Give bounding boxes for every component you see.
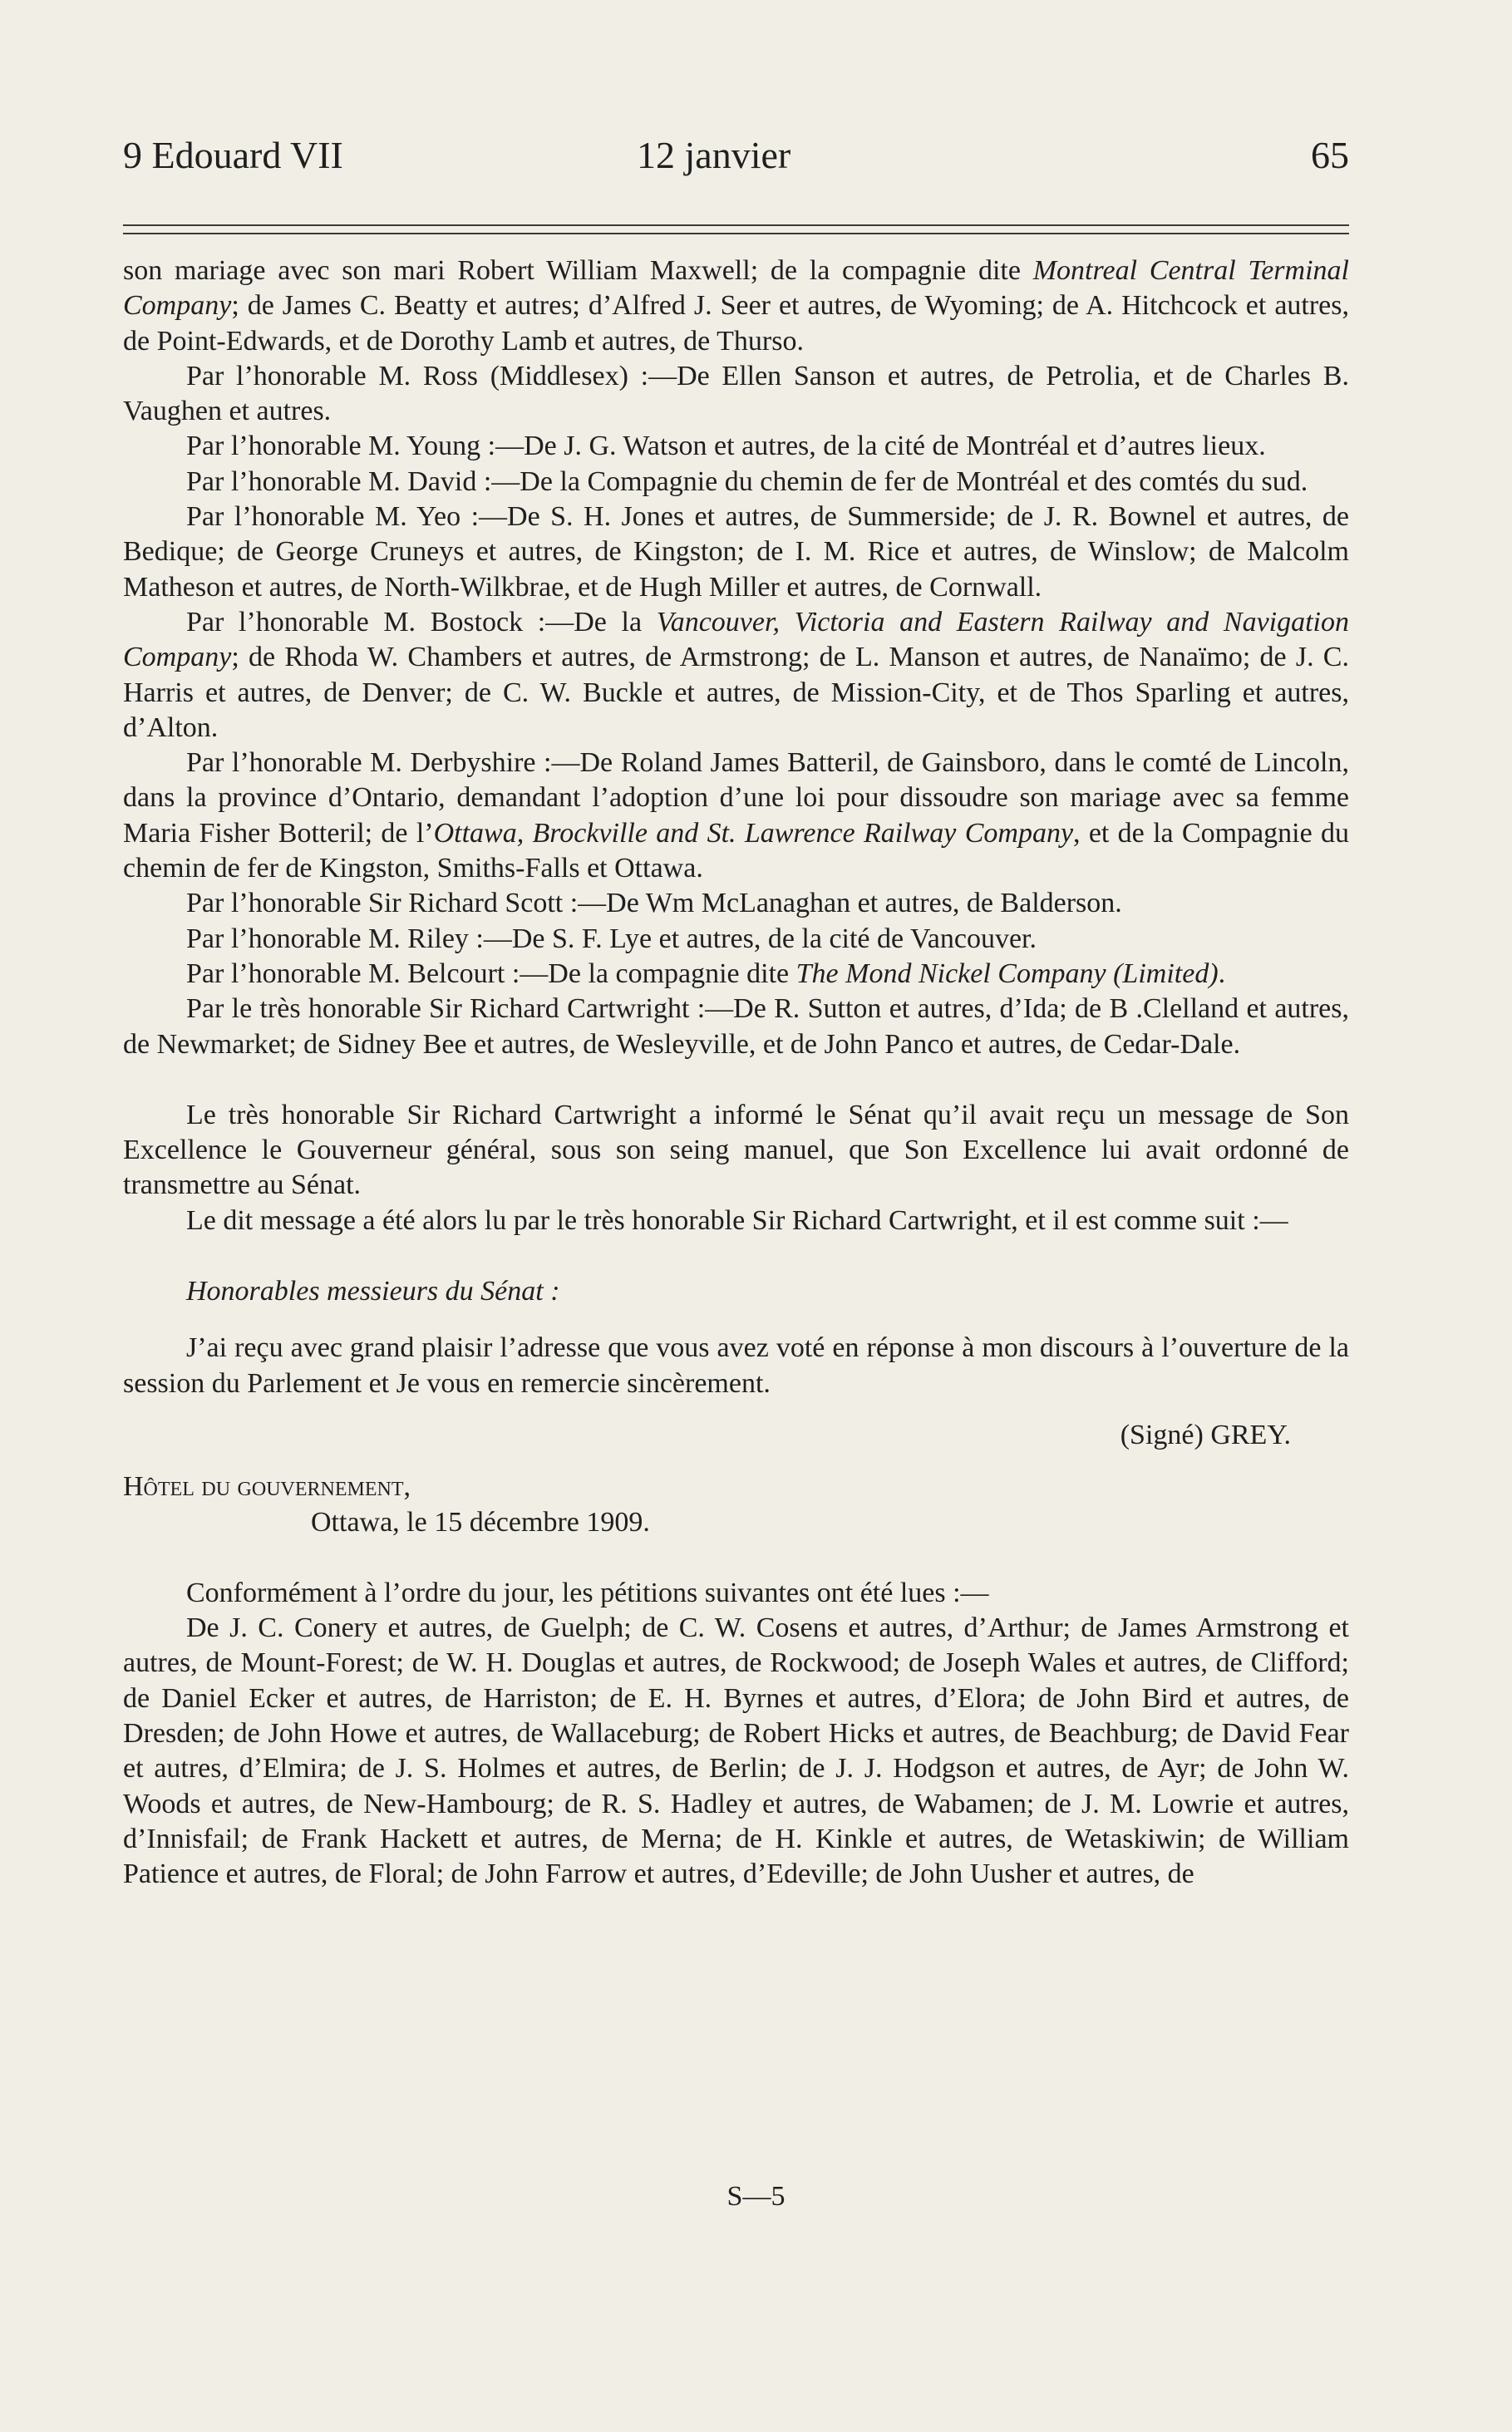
message-intro: Le très honorable Sir Richard Cartwright a informé le Sénat qu’il avait reçu un message de Son Excellence le Gouverneur général, sous son seing manuel, que Son Excellence lui avait ordonné de transmettre au Sénat. <box>123 1099 1349 1201</box>
petitions-list: De J. C. Conery et autres, de Guelph; de C. W. Cosens et autres, d’Arthur; de James Armstrong et autres, de Mount-Forest; de W. H. Douglas et autres, de Rockwood; de Joseph Wales et autres, de Clifford; de Daniel Ecker et autres, de Harriston; de E. H. Byrnes et autres, d’Elora; de John Bird et autres, de Dresden; de John Howe et autres, de Wallaceburg; de Robert Hicks et autres, de Beachburg; de David Fear et autres, d’Elmira; de J. S. Holmes et autres, de Berlin; de J. J. Hodgson et autres, de Ayr; de John W. Woods et autres, de New-Hambourg; de R. S. Hadley et autres, de Wabamen; de J. M. Lowrie et autres, d’Innisfail; de Frank Hackett et autres, de Merna; de H. Kinkle et autres, de Wetaskiwin; de William Patience et autres, de Floral; de John Farrow et autres, d’Edeville; de John Uusher et autres, de <box>123 1612 1349 1890</box>
spacer <box>123 1238 1349 1274</box>
spacer <box>123 1309 1349 1331</box>
page-number: 65 <box>1311 134 1349 176</box>
header-reign: 9 Edouard VII <box>123 134 343 176</box>
paragraph: Par l’honorable M. David :—De la Compagnie du chemin de fer de Montréal et des comtés du sud. <box>186 465 1308 497</box>
petitions-intro: Conformément à l’ordre du jour, les pétitions suivantes ont été lues :— <box>186 1577 989 1608</box>
paragraph: son mariage avec son mari Robert William Maxwell; de la compagnie dite Montreal Central Terminal Company; de James C. Beatty et autres; d’Alfred J. Seer et autres, de Wyoming; de A. Hitchcock et autres, de Point-Edwards, et de Dorothy Lamb et autres, de Thurso. <box>123 255 1349 357</box>
paragraph: Par l’honorable M. Belcourt :—De la compagnie dite The Mond Nickel Company (Limited). <box>186 958 1226 989</box>
place-line-2: Ottawa, le 15 décembre 1909. <box>311 1506 650 1538</box>
running-header <box>123 133 1349 191</box>
spacer <box>123 1453 1349 1470</box>
paragraph: Par l’honorable M. Bostock :—De la Vancouver, Victoria and Eastern Railway and Navigation Company; de Rhoda W. Chambers et autres, de Armstrong; de L. Manson et autres, de Nanaïmo; de J. C. Harris et autres, de Denver; de C. W. Buckle et autres, de Mission-City, et de Thos Sparling et autres, d’Alton. <box>123 606 1349 743</box>
paragraph: Par le très honorable Sir Richard Cartwright :—De R. Sutton et autres, d’Ida; de B .Clelland et autres, de Newmarket; de Sidney Bee et autres, de Wesleyville, et de John Panco et autres, de Cedar-Dale. <box>123 993 1349 1060</box>
salutation: Honorables messieurs du Sénat : <box>186 1276 560 1307</box>
paragraph: Par l’honorable M. Riley :—De S. F. Lye et autres, de la cité de Vancouver. <box>186 923 1037 954</box>
page-body <box>123 254 1349 1892</box>
spacer <box>123 1401 1349 1418</box>
message-intro: Le dit message a été alors lu par le très honorable Sir Richard Cartwright, et il est comme suit :— <box>186 1204 1288 1236</box>
place-line-1: Hôtel du gouvernement, <box>123 1471 411 1503</box>
paragraph: Par l’honorable M. Young :—De J. G. Watson et autres, de la cité de Montréal et d’autres lieux. <box>186 431 1266 462</box>
header-rule <box>123 224 1349 234</box>
signature-mark: S—5 <box>726 2181 786 2212</box>
message-body: J’ai reçu avec grand plaisir l’adresse que vous avez voté en réponse à mon discours à l’ouverture de la session du Parlement et Je vous en remercie sincèrement. <box>123 1332 1349 1399</box>
spacer <box>123 1540 1349 1576</box>
signature: (Signé) GREY. <box>1120 1419 1291 1450</box>
spacer <box>123 1062 1349 1098</box>
paragraph: Par l’honorable M. Derbyshire :—De Roland James Batteril, de Gainsboro, dans le comté de Lincoln, dans la province d’Ontario, demandant l’adoption d’une loi pour dissoudre son mariage avec sa femme Maria Fisher Botteril; de l’Ottawa, Brockville and St. Lawrence Railway Company, et de la Compagnie du chemin de fer de Kingston, Smiths-Falls et Ottawa. <box>123 747 1349 884</box>
paragraph: Par l’honorable M. Yeo :—De S. H. Jones et autres, de Summerside; de J. R. Bownel et autres, de Bedique; de George Cruneys et autres, de Kingston; de I. M. Rice et autres, de Winslow; de Malcolm Matheson et autres, de North-Wilkbrae, et de Hugh Miller et autres, de Cornwall. <box>123 501 1349 603</box>
paragraph: Par l’honorable Sir Richard Scott :—De Wm McLanaghan et autres, de Balderson. <box>186 888 1122 919</box>
paragraph: Par l’honorable M. Ross (Middlesex) :—De Ellen Sanson et autres, de Petrolia, et de Charles B. Vaughen et autres. <box>123 360 1349 427</box>
header-date: 12 janvier <box>637 134 791 176</box>
